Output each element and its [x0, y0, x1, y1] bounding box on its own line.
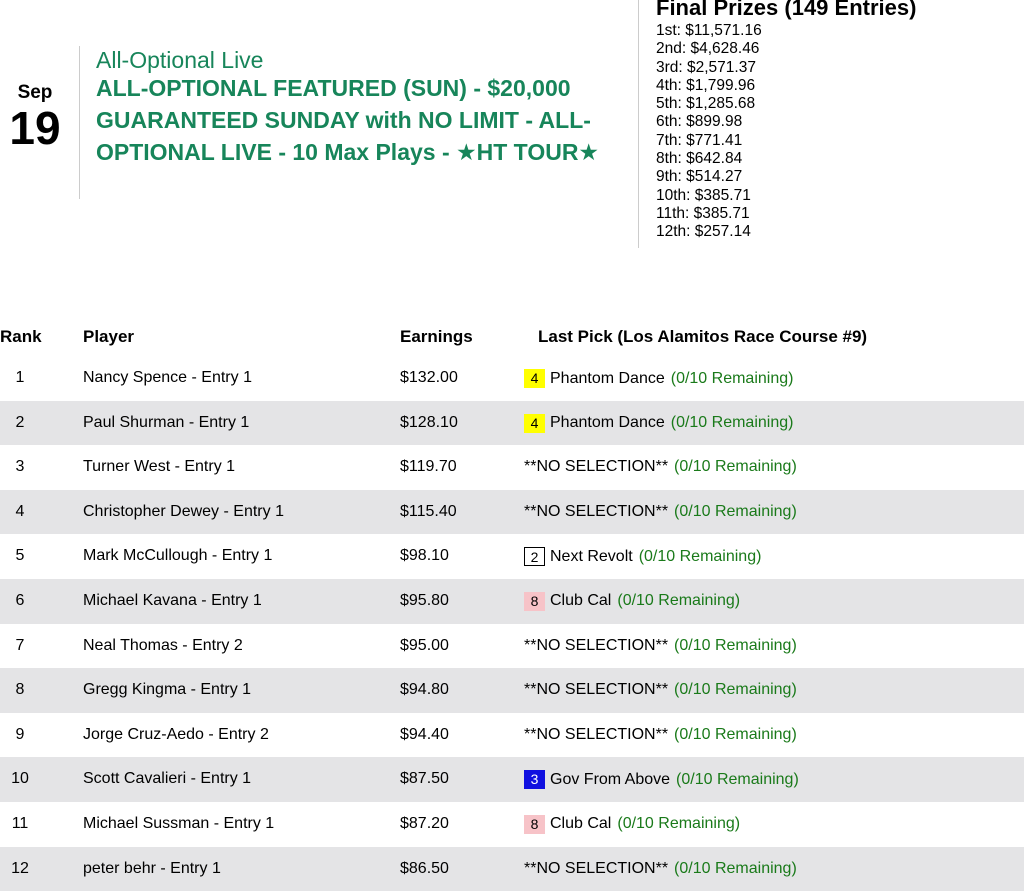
prize-item: 4th: $1,799.96: [656, 76, 756, 94]
player-name[interactable]: Gregg Kingma - Entry 1: [83, 681, 252, 699]
event-info: [96, 46, 626, 168]
remaining-plays: (0/10 Remaining): [674, 636, 797, 654]
pick-horse-name: **NO SELECTION**: [524, 636, 669, 654]
program-number-badge: 8: [524, 815, 545, 834]
earnings-cell: $86.50: [400, 859, 449, 877]
pick-horse-name: **NO SELECTION**: [524, 859, 669, 877]
rank-cell: 1: [15, 369, 25, 386]
leaderboard-table: [0, 318, 1024, 891]
pick-horse-name: Club Cal: [550, 592, 612, 610]
header-player: Player: [83, 327, 135, 346]
prize-item: 5th: $1,285.68: [656, 95, 756, 113]
prize-item: 11th: $385.71: [656, 204, 750, 222]
table-row[interactable]: [0, 401, 1024, 446]
header-rank: Rank: [0, 327, 42, 346]
table-header: [0, 318, 1024, 356]
pick-horse-name: **NO SELECTION**: [524, 725, 669, 743]
prize-item: 6th: $899.98: [656, 113, 743, 131]
remaining-plays: (0/10 Remaining): [674, 681, 797, 699]
header-earnings: Earnings: [400, 327, 473, 346]
player-name[interactable]: Scott Cavalieri - Entry 1: [83, 770, 252, 788]
last-pick-cell: [524, 592, 740, 611]
last-pick-cell: [524, 726, 797, 744]
header-last-pick: Last Pick (Los Alamitos Race Course #9): [538, 327, 868, 346]
final-prizes: [656, 0, 1016, 242]
program-number-badge: 4: [524, 414, 545, 433]
remaining-plays: (0/10 Remaining): [617, 592, 741, 610]
earnings-cell: $94.80: [400, 681, 449, 699]
prize-item: 10th: $385.71: [656, 186, 751, 204]
rank-cell: 9: [15, 725, 25, 743]
last-pick-cell: [524, 547, 761, 566]
prize-item: 9th: $514.27: [656, 168, 743, 186]
remaining-plays: (0/10 Remaining): [670, 414, 794, 432]
last-pick-cell: [524, 414, 793, 433]
player-name[interactable]: Christopher Dewey - Entry 1: [83, 502, 284, 520]
rank-cell: 5: [15, 547, 25, 565]
pick-horse-name: Phantom Dance: [550, 414, 665, 432]
event-subtitle: All-Optional Live: [96, 47, 264, 73]
earnings-cell: $95.80: [400, 591, 449, 609]
rank-cell: 7: [15, 636, 25, 654]
remaining-plays: (0/10 Remaining): [617, 815, 741, 833]
remaining-plays: (0/10 Remaining): [670, 369, 794, 387]
table-row[interactable]: [0, 713, 1024, 758]
rank-cell: 8: [15, 681, 25, 699]
pick-horse-name: Phantom Dance: [550, 369, 665, 387]
table-row[interactable]: [0, 624, 1024, 669]
last-pick-cell: [524, 770, 799, 789]
last-pick-cell: [524, 369, 793, 388]
pick-horse-name: **NO SELECTION**: [524, 458, 669, 476]
prize-item: 2nd: $4,628.46: [656, 40, 760, 58]
last-pick-cell: [524, 503, 797, 521]
player-name[interactable]: Mark McCullough - Entry 1: [83, 547, 273, 565]
rank-cell: 11: [11, 814, 29, 832]
table-row[interactable]: [0, 490, 1024, 535]
player-name[interactable]: peter behr - Entry 1: [83, 859, 221, 877]
table-row[interactable]: [0, 802, 1024, 847]
remaining-plays: (0/10 Remaining): [674, 859, 797, 877]
prize-item: 7th: $771.41: [656, 131, 743, 149]
table-row[interactable]: [0, 445, 1024, 490]
remaining-plays: (0/10 Remaining): [638, 547, 762, 565]
earnings-cell: $95.00: [400, 636, 449, 654]
prize-item: 3rd: $2,571.37: [656, 58, 756, 76]
earnings-cell: $87.20: [400, 814, 449, 832]
event-month: Sep: [17, 82, 53, 103]
table-row[interactable]: [0, 757, 1024, 802]
player-name[interactable]: Jorge Cruz-Aedo - Entry 2: [83, 725, 269, 743]
table-row[interactable]: [0, 847, 1024, 891]
pick-horse-name: **NO SELECTION**: [524, 502, 669, 520]
remaining-plays: (0/10 Remaining): [674, 502, 797, 520]
event-date: [0, 82, 70, 152]
rank-cell: 3: [15, 458, 25, 476]
table-body: [0, 356, 1024, 891]
prizes-list: [656, 22, 1016, 242]
divider: [79, 46, 80, 199]
prize-item: 8th: $642.84: [656, 150, 743, 168]
player-name[interactable]: Michael Sussman - Entry 1: [83, 814, 275, 832]
player-name[interactable]: Neal Thomas - Entry 2: [83, 636, 243, 654]
event-header: [0, 0, 1024, 260]
table-row[interactable]: [0, 356, 1024, 401]
earnings-cell: $128.10: [400, 413, 458, 431]
table-row[interactable]: [0, 534, 1024, 579]
pick-horse-name: **NO SELECTION**: [524, 681, 669, 699]
table-row[interactable]: [0, 668, 1024, 713]
earnings-cell: $87.50: [400, 770, 449, 788]
pick-horse-name: Club Cal: [550, 815, 612, 833]
rank-cell: 2: [15, 413, 25, 431]
earnings-cell: $115.40: [400, 502, 457, 520]
rank-cell: 10: [11, 770, 29, 788]
rank-cell: 6: [15, 591, 25, 609]
player-name[interactable]: Paul Shurman - Entry 1: [83, 413, 250, 431]
rank-cell: 4: [15, 502, 25, 520]
table-row[interactable]: [0, 579, 1024, 624]
player-name[interactable]: Michael Kavana - Entry 1: [83, 591, 262, 609]
player-name[interactable]: Nancy Spence - Entry 1: [83, 369, 252, 386]
pick-horse-name: Next Revolt: [550, 547, 633, 565]
earnings-cell: $119.70: [400, 458, 457, 476]
remaining-plays: (0/10 Remaining): [674, 458, 797, 476]
program-number-badge: 3: [524, 770, 545, 789]
pick-horse-name: Gov From Above: [550, 770, 671, 788]
remaining-plays: (0/10 Remaining): [676, 770, 799, 788]
last-pick-cell: [524, 637, 797, 655]
last-pick-cell: [524, 815, 740, 834]
prizes-title: Final Prizes (149 Entries): [656, 0, 917, 20]
prize-item: 12th: $257.14: [656, 223, 751, 241]
earnings-cell: $132.00: [400, 369, 458, 386]
last-pick-cell: [524, 860, 797, 878]
event-title[interactable]: ALL-OPTIONAL FEATURED (SUN) - $20,000 GUARANTEED SUNDAY with NO LIMIT - ALL-OPTIONAL LIVE - 10 Max Plays - ★HT TOUR★: [96, 75, 600, 165]
rank-cell: 12: [11, 859, 29, 877]
program-number-badge: 8: [524, 592, 545, 611]
last-pick-cell: [524, 458, 797, 476]
earnings-cell: $94.40: [400, 725, 449, 743]
event-day: 19: [9, 102, 61, 154]
program-number-badge: 2: [524, 547, 545, 566]
divider: [638, 0, 639, 248]
prize-item: 1st: $11,571.16: [656, 22, 762, 39]
last-pick-cell: [524, 681, 797, 699]
program-number-badge: 4: [524, 369, 545, 388]
remaining-plays: (0/10 Remaining): [674, 725, 797, 743]
player-name[interactable]: Turner West - Entry 1: [83, 458, 236, 476]
earnings-cell: $98.10: [400, 547, 449, 565]
